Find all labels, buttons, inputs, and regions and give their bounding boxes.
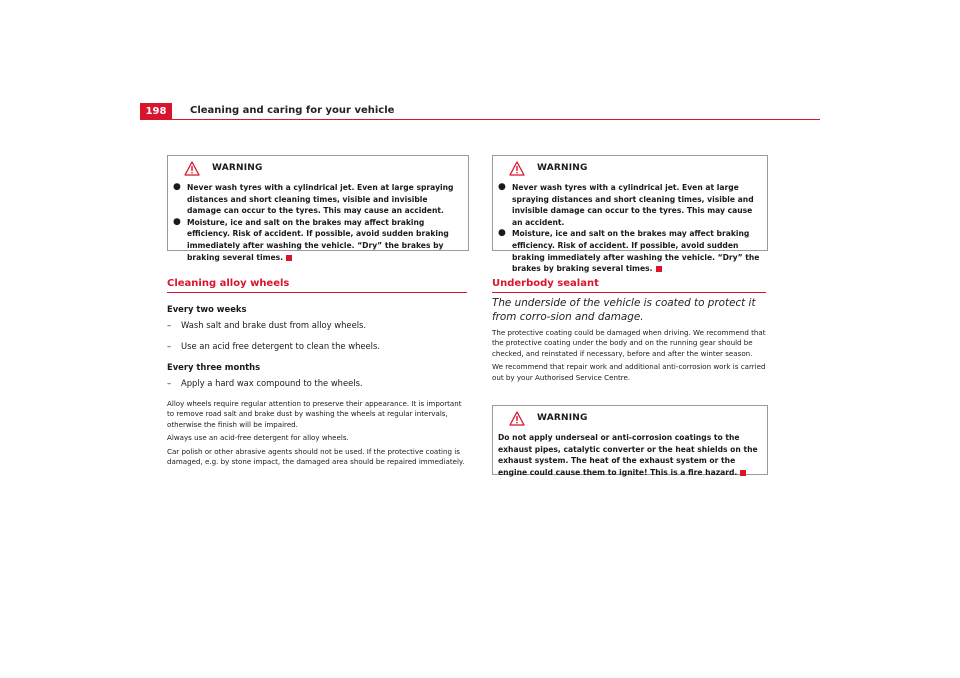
bullet-icon: ● <box>173 216 181 227</box>
warning-triangle-icon <box>509 161 525 176</box>
subheading: Every two weeks <box>167 304 247 314</box>
step-item <box>167 377 467 390</box>
warning-item <box>173 217 464 263</box>
section-rule <box>492 292 766 293</box>
warning-item-text: Moisture, ice and salt on the brakes may affect braking efficiency. Risk of accident. If possible, avoid sudden braking immediately after washing the vehicle. “Dry” the brakes by braking several times. <box>512 229 760 274</box>
warning-box-right <box>492 155 768 274</box>
header-rule <box>140 119 820 120</box>
warning-title: WARNING <box>537 413 588 423</box>
bullet-icon: ● <box>498 182 506 192</box>
warning-triangle-icon <box>509 411 525 426</box>
bullet-icon: ● <box>498 228 506 239</box>
warning-item-text: Never wash tyres with a cylindrical jet. Even at large spraying distances and short cleaning times, visible and invisible damage can occur to the tyres. This may cause an accident. <box>512 183 754 227</box>
step-text: Wash salt and brake dust from alloy wheels. <box>181 320 367 330</box>
section-rule <box>167 292 467 293</box>
page-number: 198 <box>140 103 172 120</box>
warning-header <box>168 156 468 180</box>
dash-marker: – <box>167 341 172 351</box>
dash-marker: – <box>167 378 172 388</box>
paragraph: Always use an acid-free detergent for alloy wheels. <box>167 433 349 443</box>
paragraph: We recommend that repair work and additional anti-corrosion work is carried out by your Authorised Service Centre. <box>492 362 766 382</box>
dash-marker: – <box>167 320 172 330</box>
warning-body <box>168 180 468 263</box>
warning-title: WARNING <box>537 163 588 173</box>
underbody-content <box>492 296 766 386</box>
intro-text: The underside of the vehicle is coated to protect it from corro-sion and damage. <box>492 297 756 323</box>
warning-item <box>498 182 763 228</box>
warning-body <box>493 430 767 478</box>
bullet-icon: ● <box>173 182 181 192</box>
warning-box-underbody <box>492 405 768 475</box>
warning-item <box>173 182 464 217</box>
section-end-icon <box>656 266 662 272</box>
subheading: Every three months <box>167 362 261 372</box>
step-text: Use an acid free detergent to clean the wheels. <box>181 341 381 351</box>
warning-header <box>493 156 767 180</box>
alloy-content <box>167 303 467 470</box>
paragraph: Car polish or other abrasive agents should not be used. If the protective coating is damaged, e.g. by stone impact, the damaged area should be repaired immediately. <box>167 446 465 467</box>
warning-item-text: Moisture, ice and salt on the brakes may affect braking efficiency. Risk of accident. If possible, avoid sudden braking immediately after washing the vehicle. “Dry” the brakes by braking several times. <box>187 217 449 262</box>
warning-header <box>493 406 767 430</box>
running-header-title: Cleaning and caring for your vehicle <box>190 105 395 116</box>
section-end-icon <box>286 255 292 261</box>
section-end-icon <box>740 470 746 476</box>
warning-body <box>493 180 767 275</box>
section-title-alloy: Cleaning alloy wheels <box>167 278 290 289</box>
warning-box-left <box>167 155 469 262</box>
section-title-underbody: Underbody sealant <box>492 278 599 289</box>
warning-title: WARNING <box>212 163 263 173</box>
step-text: Apply a hard wax compound to the wheels. <box>181 378 363 388</box>
step-item <box>167 319 467 332</box>
paragraph: Alloy wheels require regular attention to preserve their appearance. It is important to remove road salt and brake dust by washing the wheels at regular intervals, otherwise the finish will be impaired. <box>167 399 462 429</box>
step-item <box>167 340 467 353</box>
warning-text: Do not apply underseal or anti-corrosion coatings to the exhaust pipes, catalytic converter or the heat shields on the exhaust system. The heat of the exhaust system or the engine could cause them to ignite! This is a fire hazard. <box>498 433 758 477</box>
paragraph: The protective coating could be damaged when driving. We recommend that the protective coating under the body and on the running gear should be checked, and reinstated if necessary, before and after the winter season. <box>492 328 766 358</box>
warning-triangle-icon <box>184 161 200 176</box>
warning-item-text: Never wash tyres with a cylindrical jet. Even at large spraying distances and short cleaning times, visible and invisible damage can occur to the tyres. This may cause an accident. <box>187 183 454 216</box>
warning-item <box>498 228 763 274</box>
